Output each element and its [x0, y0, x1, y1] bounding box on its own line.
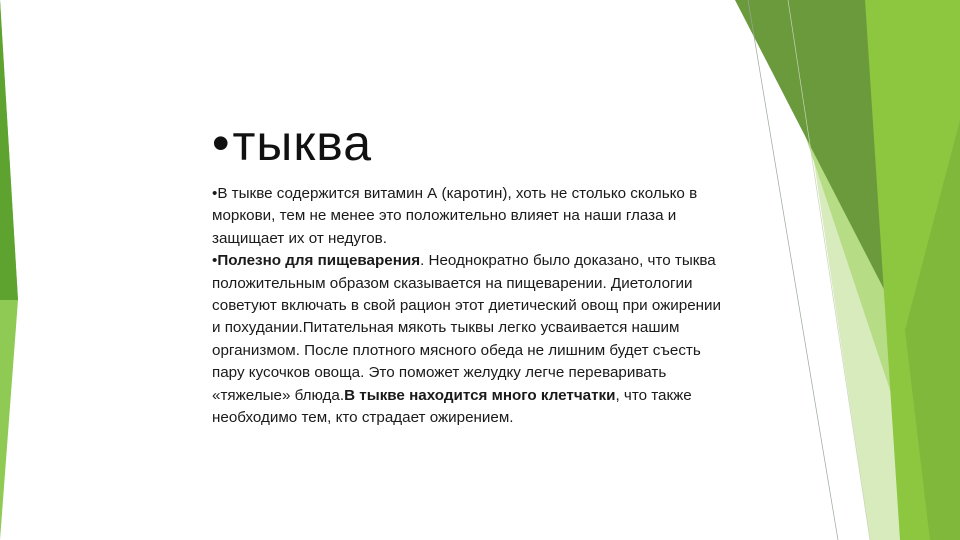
paragraph-digestion [212, 250, 732, 429]
bullet: • [212, 252, 218, 270]
slide-body [212, 183, 732, 429]
bold-phrase-fiber: В тыкве находится много клетчатки [344, 386, 616, 404]
bold-phrase-digestion: Полезно для пищеварения [217, 252, 421, 270]
title-text: тыква [232, 115, 373, 171]
title-bullet: • [212, 115, 231, 171]
slide-title [212, 115, 373, 171]
paragraph-text: В тыкве содержится витамин А (каротин), хоть не столько сколько в моркови, тем не менее это положительно влияет на наши глаза и защищает их от недугов. [212, 185, 698, 247]
bullet: • [212, 185, 218, 202]
paragraph-text-end: , что также необходимо тем, кто страдает ожирением. [212, 386, 692, 427]
paragraph-vitamin [212, 183, 732, 250]
paragraph-text: . Неоднократно было доказано, что тыква положительным образом сказывается на пищеварении. Диетологии советуют включать в свой рацион этот диетический овощ при ожирении и похудании.Питательная мякоть тыквы легко усваивается нашим организмом. После плотного мясного обеда не лишним будет съесть пару кусочков овоща. Это поможет желудку легче переваривать «тяжелые» блюда. [212, 252, 722, 404]
